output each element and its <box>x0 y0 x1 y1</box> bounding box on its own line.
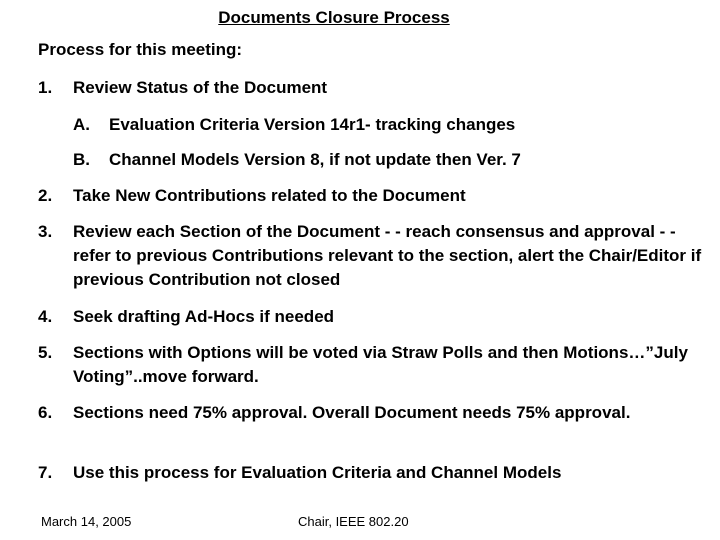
list-text: Seek drafting Ad-Hocs if needed <box>73 307 335 326</box>
list-item-4 <box>38 305 708 329</box>
list-item-5 <box>38 341 708 389</box>
sub-list-letter: A. <box>73 115 90 134</box>
sub-list-letter: B. <box>73 150 90 169</box>
list-number: 3. <box>38 222 53 241</box>
list-number: 5. <box>38 343 53 362</box>
footer-date: March 14, 2005 <box>41 514 132 529</box>
list-item-7 <box>38 461 708 485</box>
sub-item-b <box>73 148 693 172</box>
list-number: 1. <box>38 78 53 97</box>
list-text: Use this process for Evaluation Criteria and Channel Models <box>73 463 562 482</box>
list-number: 6. <box>38 403 53 422</box>
list-number: 7. <box>38 463 53 482</box>
list-item-6 <box>38 401 708 425</box>
sub-list-text: Evaluation Criteria Version 14r1- tracking changes <box>109 115 516 134</box>
list-text: Take New Contributions related to the Document <box>73 186 466 205</box>
list-item-3 <box>38 220 708 292</box>
list-number: 2. <box>38 186 53 205</box>
list-text: Review Status of the Document <box>73 78 328 97</box>
list-item-1 <box>38 76 708 100</box>
list-text: Sections with Options will be voted via Straw Polls and then Motions…”July Voting”..move forward. <box>73 343 688 386</box>
list-number: 4. <box>38 307 53 326</box>
list-item-2 <box>38 184 708 208</box>
list-text: Review each Section of the Document - - reach consensus and approval - - refer to previous Contributions relevant to the section, alert the Chair/Editor if previous Contribution not closed <box>73 222 702 289</box>
sub-list-text: Channel Models Version 8, if not update then Ver. 7 <box>109 150 521 169</box>
footer-chair: Chair, IEEE 802.20 <box>298 514 409 529</box>
slide-title: Documents Closure Process <box>218 8 450 27</box>
list-text: Sections need 75% approval. Overall Document needs 75% approval. <box>73 403 631 422</box>
sub-item-a <box>73 113 693 137</box>
intro-text: Process for this meeting: <box>38 40 243 59</box>
